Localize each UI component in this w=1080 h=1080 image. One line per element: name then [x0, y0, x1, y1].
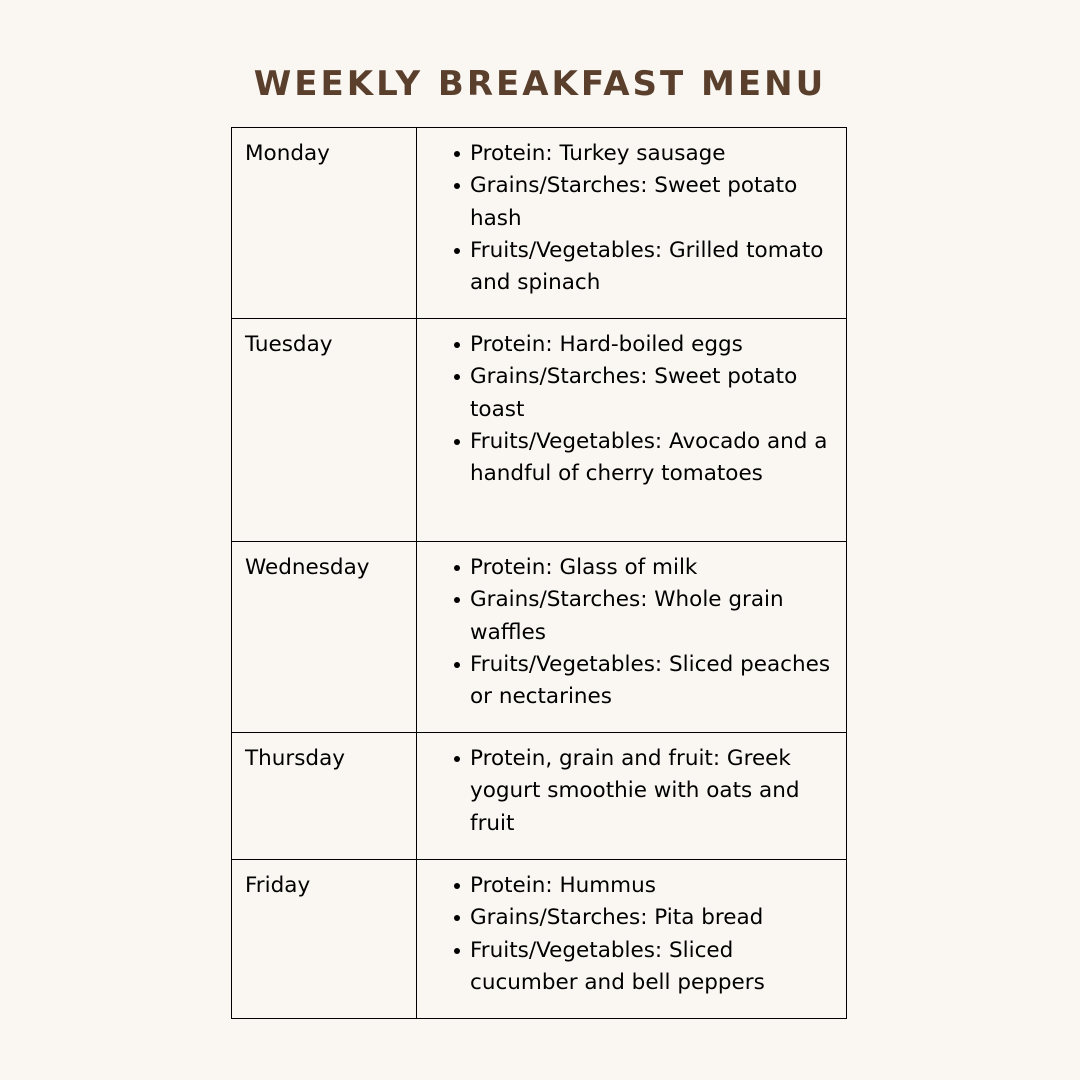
list-item: Protein: Turkey sausage [470, 138, 838, 170]
list-item: Grains/Starches: Sweet potato hash [470, 170, 838, 235]
meal-items-cell [417, 860, 847, 1019]
table-row [232, 319, 847, 542]
day-cell: Friday [232, 860, 417, 1019]
list-item: Protein: Hummus [470, 870, 838, 902]
meal-items-cell [417, 319, 847, 542]
meal-list [417, 870, 838, 999]
list-item: Grains/Starches: Sweet potato toast [470, 361, 838, 426]
table-row [232, 860, 847, 1019]
meal-list [417, 743, 838, 840]
list-item: Grains/Starches: Pita bread [470, 902, 838, 934]
meal-list [417, 138, 838, 299]
list-item: Protein, grain and fruit: Greek yogurt smoothie with oats and fruit [470, 743, 838, 840]
meal-items-cell [417, 542, 847, 733]
list-item: Fruits/Vegetables: Sliced peaches or nectarines [470, 649, 838, 714]
meal-items-cell [417, 128, 847, 319]
table-row [232, 733, 847, 860]
table-row [232, 542, 847, 733]
day-cell: Thursday [232, 733, 417, 860]
meal-list [417, 552, 838, 713]
table-row [232, 128, 847, 319]
menu-table [231, 127, 847, 1019]
list-item: Protein: Glass of milk [470, 552, 838, 584]
page-title: WEEKLY BREAKFAST MENU [253, 64, 827, 104]
list-item: Grains/Starches: Whole grain waffles [470, 584, 838, 649]
list-item: Fruits/Vegetables: Grilled tomato and spinach [470, 235, 838, 300]
day-cell: Tuesday [232, 319, 417, 542]
list-item: Fruits/Vegetables: Avocado and a handful of cherry tomatoes [470, 426, 838, 491]
day-cell: Monday [232, 128, 417, 319]
meal-list [417, 329, 838, 490]
list-item: Fruits/Vegetables: Sliced cucumber and bell peppers [470, 935, 838, 1000]
day-cell: Wednesday [232, 542, 417, 733]
meal-items-cell [417, 733, 847, 860]
list-item: Protein: Hard-boiled eggs [470, 329, 838, 361]
